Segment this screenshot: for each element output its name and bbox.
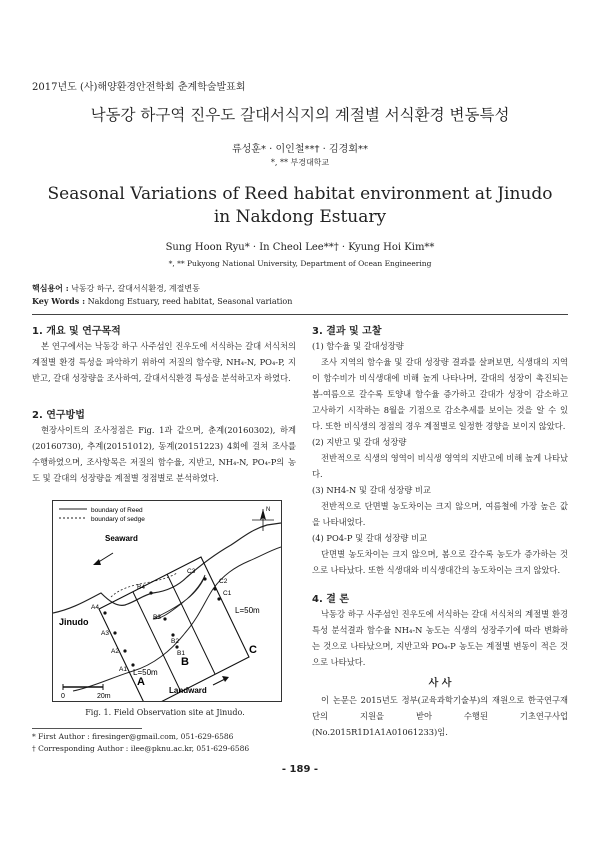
subsection-3-1-body: 조사 지역의 함수율 및 갈대 성장량 결과를 살펴보면, 식생대의 지역이 함수비가 비식생대에 비해 높게 나타나며, 갈대의 성장이 촉진되는 봄-여름으로 갈수록 토양내 함수율 증가하고 갈대가 성장이 감소하고 고사하기 시작하는 8월을 기점으로 감소추세를 보이는 것을 알 수 있다. 또한 비식생의 정점의 경우 계절별로 일정한 경향을 보이지 않았다.: [312, 357, 568, 431]
station-a2: A2: [111, 648, 119, 655]
station-b3: B3: [153, 614, 161, 621]
subsection-3-1-title: (1) 함수율 및 갈대성장량: [312, 341, 404, 351]
seaward-arrowhead: [93, 559, 101, 565]
marker-c1: [217, 597, 220, 600]
marker-b4: [149, 591, 152, 594]
marker-b1: [175, 645, 178, 648]
title-korean: 낙동강 하구역 진우도 갈대서식지의 계절별 서식환경 변동특성: [90, 106, 510, 124]
conference-header: 2017년도 (사)해양환경안전학회 춘계학술발표회: [32, 82, 246, 93]
transect-c: [167, 574, 215, 674]
section-3-body: [312, 338, 568, 578]
acknowledgment-paragraph: 이 논문은 2015년도 정부(교육과학기술부)의 재원으로 한국연구재단의 지원을 받아 수행된 기초연구사업 (No.2015R1D1A1A01061233)임.: [312, 695, 568, 737]
affiliation-english: *, ** Pukyong National University, Department of Ocean Engineering: [168, 259, 432, 268]
section-2-paragraph: 현장사이트의 조사정점은 Fig. 1과 같으며, 춘계(20160302), 하계(20160730), 추계(20151012), 동계(20151223) 4회에 걸쳐 조사를 수행하였으며, 조사항목은 저질의 함수율, 지반고, NH₄-N, PO₄-P의 농도 및 갈대의 성장량을 계절별 정점별로 분석하였다.: [32, 425, 296, 483]
marker-a2: [123, 649, 126, 652]
section-2-title: 2. 연구방법: [32, 410, 85, 421]
landward-label: Landward: [169, 686, 207, 695]
scale-label-0: 0: [61, 693, 65, 700]
acknowledgment-title: 사 사: [428, 678, 452, 689]
keywords-block: [32, 282, 292, 308]
divider: [32, 314, 568, 315]
marker-b2: [171, 633, 174, 636]
station-b1: B1: [177, 650, 185, 657]
coastline: [53, 523, 281, 613]
acknowledgment-body: [312, 692, 568, 740]
section-4-body: [312, 606, 568, 670]
marker-a1: [131, 663, 134, 666]
north-label: N: [266, 507, 271, 513]
marker-a4: [103, 611, 106, 614]
keywords-en-label: Key Words :: [32, 296, 86, 306]
subsection-3-4-title: (4) PO4-P 및 갈대 성장량 비교: [312, 533, 428, 543]
subsection-3-4-body: 단면별 농도차이는 크지 않으며, 봄으로 갈수록 농도가 증가하는 것으로 나타났다. 또한 식생대와 비식생대간의 농도차이는 크지 않았다.: [312, 549, 568, 575]
marker-b3: [163, 617, 166, 620]
footnote-corresponding: † Corresponding Author : ilee@pknu.ac.kr, 051-629-6586: [32, 744, 250, 753]
marker-c3: [203, 577, 206, 580]
marker-a3: [113, 631, 116, 634]
seaward-label: Seaward: [105, 534, 138, 543]
subsection-3-3-title: (3) NH4-N 및 갈대 성장량 비교: [312, 485, 431, 495]
legend-reed-label: boundary of Reed: [91, 507, 143, 514]
authors-korean: 류성훈* · 이인철**† · 김경회**: [231, 144, 368, 155]
figure-caption: Fig. 1. Field Observation site at Jinudo.: [85, 708, 245, 717]
landward-arrowhead: [222, 676, 229, 682]
figure-1: [52, 500, 282, 702]
length-right-label: L=50m: [235, 606, 260, 615]
transect-b-label: B: [181, 656, 189, 668]
station-a3: A3: [101, 630, 109, 637]
keywords-ko-label: 핵심용어 :: [32, 283, 69, 293]
scale-label-20: 20m: [97, 693, 111, 700]
transect-c-label: C: [249, 644, 257, 656]
affiliation-korean: *, ** 부경대학교: [270, 158, 330, 167]
marker-c2: [213, 587, 216, 590]
section-1-body: [32, 338, 296, 386]
station-a1: A1: [119, 666, 127, 673]
site-map: [53, 501, 281, 701]
keywords-ko: 낙동강 하구, 갈대서식환경, 계절변동: [71, 284, 200, 293]
section-4-title: 4. 결 론: [312, 594, 350, 605]
station-a4: A4: [91, 604, 99, 611]
subsection-3-2-title: (2) 지반고 및 갈대 성장량: [312, 437, 407, 447]
subsection-3-3-body: 전반적으로 단면별 농도차이는 크지 않으며, 여름철에 가장 높은 값을 나타내었다.: [312, 501, 568, 527]
length-bottom-label: L=50m: [133, 668, 158, 677]
section-1-title: 1. 개요 및 연구목적: [32, 326, 121, 337]
inner-patch: [153, 575, 205, 619]
section-2-body: [32, 422, 296, 486]
station-b4: B4: [137, 584, 145, 591]
landward-arrow: [213, 679, 225, 685]
legend-sedge-label: boundary of sedge: [91, 516, 145, 523]
section-1-paragraph: 본 연구에서는 낙동강 하구 사주섬인 진우도에 서식하는 갈대 서식처의 계절별 환경 특성을 파악하기 위하여 저질의 함수량, NH₄-N, PO₄-P, 지반고, 갈대 성장량을 조사하여, 갈대서식환경 특성을 분석하고자 하였다.: [32, 341, 296, 383]
section-4-paragraph: 낙동강 하구 사주섬인 진우도에 서식하는 갈대 서식처의 계절별 환경 특성 분석결과 함수율 NH₄-N 농도는 식생의 성장주기에 따라 변화하는 것으로 나타났으며, 지반고와 PO₄-P 농도는 계절별 변동이 적은 것으로 나타났다.: [312, 609, 568, 667]
station-b2: B2: [171, 638, 179, 645]
authors-english: Sung Hoon Ryu* · In Cheol Lee**† · Kyung Hoi Kim**: [165, 242, 435, 253]
jinudo-label: Jinudo: [59, 617, 89, 627]
footnote-first-author: * First Author : firesinger@gmail.com, 051-629-6586: [32, 732, 234, 741]
station-c1: C1: [223, 590, 232, 597]
station-c3: C3: [187, 568, 196, 575]
transect-a-label: A: [137, 676, 145, 688]
keywords-en: Nakdong Estuary, reed habitat, Seasonal variation: [87, 297, 293, 306]
title-english: Seasonal Variations of Reed habitat environment at Jinudo in Nakdong Estuary: [47, 184, 553, 227]
subsection-3-2-body: 전반적으로 식생의 영역이 비식생 영역의 지반고에 비해 높게 나타났다.: [312, 453, 568, 479]
section-3-title: 3. 결과 및 고찰: [312, 326, 382, 337]
footnote-divider: [32, 728, 142, 729]
station-c2: C2: [219, 578, 228, 585]
page-number: - 189 -: [281, 764, 319, 775]
